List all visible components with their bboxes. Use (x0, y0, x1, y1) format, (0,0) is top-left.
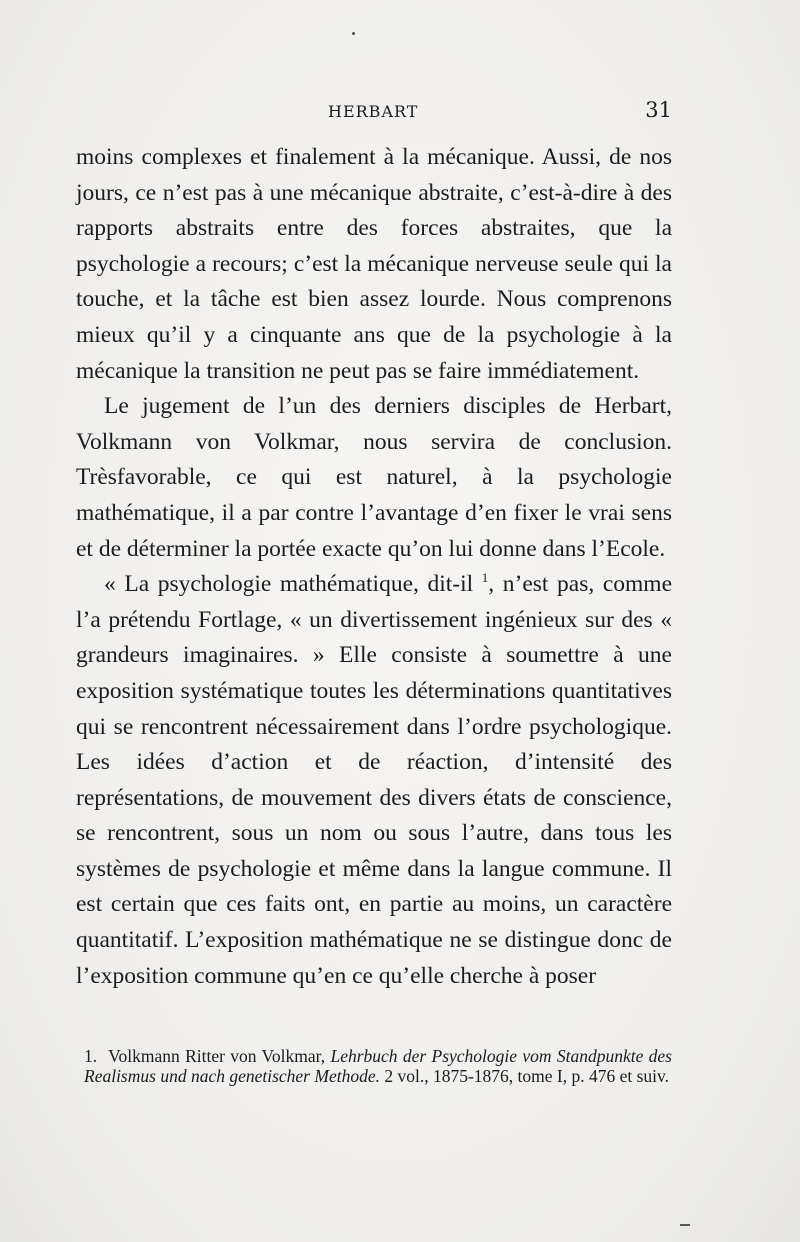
running-title: HERBART (328, 102, 419, 121)
body-text (76, 140, 672, 994)
running-header (76, 100, 672, 128)
print-dash (680, 1224, 690, 1226)
footnote-title: Lehrbuch der Psychologie vom Standpunkte des Realismus und nach genetischer Methode. (84, 1046, 672, 1086)
paragraph-volkmann: Le jugement de l’un des derniers disciples de Herbart, Volkmann von Volkmar, nous servira de conclusion. Trèsfavorable, ce qui est naturel, à la psychologie mathématique, il a par contre l’avantage d’en fixer le vrai sens et de déterminer la portée exacte qu’on lui donne dans l’Ecole. (76, 393, 672, 562)
page-number: 31 (645, 98, 672, 122)
footnote-details: 2 vol., 1875-1876, tome I, p. 476 et suiv. (384, 1066, 670, 1086)
quote-opening: « La psychologie mathématique, dit-il (104, 571, 474, 598)
footnote-number: 1. (84, 1046, 98, 1066)
quote-body: , n’est pas, comme l’a prétendu Fortlage, « un divertissement ingénieux sur des « grandeurs imaginaires. » Elle consiste à soumettre à une exposition systématique toutes les déterminations quantitatives qui se rencontrent nécessairement dans l’ordre psychologique. Les idées d’action et de réaction, d’intensité des représentations, de mouvement des divers états de conscience, se rencontrent, sous un nom ou sous l’autre, dans tous les systèmes de psychologie et même dans la langue commune. Il est certain que ces faits ont, en partie au moins, un caractère quantitatif. L’exposition mathématique ne se distingue donc de l’exposition commune qu’en ce qu’elle cherche à poser (76, 571, 672, 989)
footnote (84, 1046, 672, 1086)
paragraph-quote (76, 567, 672, 994)
paragraph-continued: moins complexes et finalement à la mécanique. Aussi, de nos jours, ce n’est pas à une mécanique abstraite, c’est-à-dire à des rapports abstraits entre des forces abstraites, que la psychologie a recours; c’est la mécanique nerveuse seule qui la touche, et la tâche est bien assez lourde. Nous comprenons mieux qu’il y a cinquante ans que de la psychologie à la mécanique la transition ne peut pas se faire immédiatement. (76, 144, 672, 384)
print-speck (352, 32, 355, 35)
footnote-author: Volkmann Ritter von Volkmar, (108, 1046, 326, 1066)
footnote-reference: 1 (481, 570, 489, 586)
